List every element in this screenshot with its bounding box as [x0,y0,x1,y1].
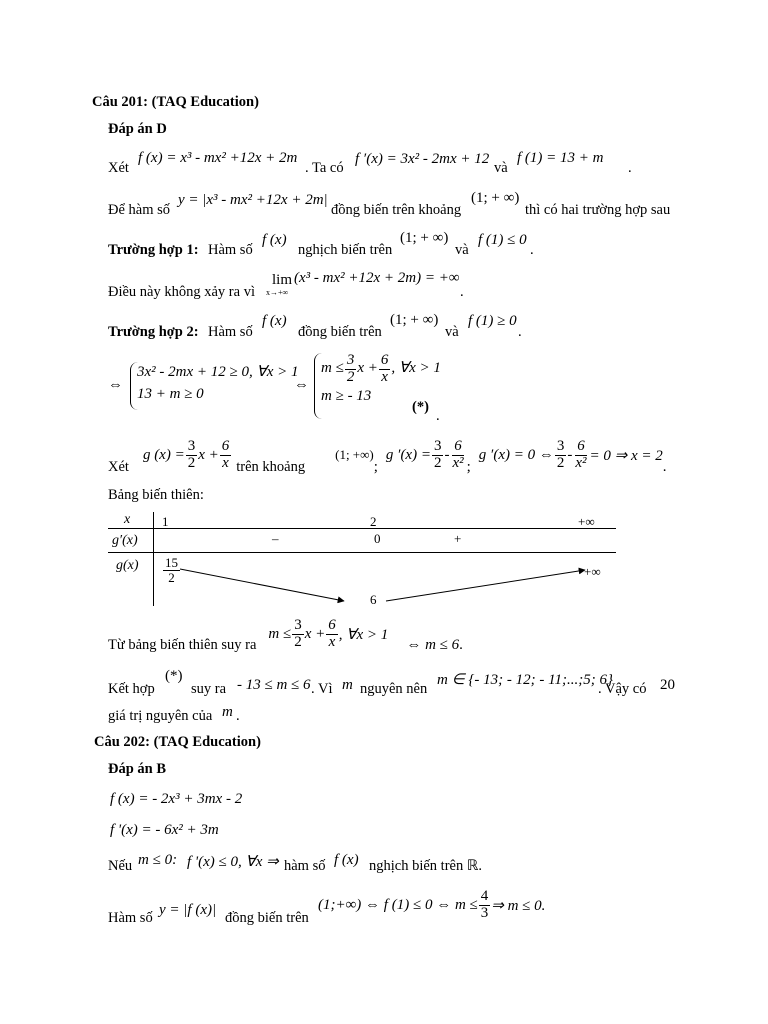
dot: . [459,637,463,653]
system-1-row-1: 3x² - 2mx + 12 ≥ 0, ∀x > 1 [137,364,299,380]
denominator: x [381,368,388,385]
star-label: (*) [412,399,429,415]
dot: . [460,284,464,300]
text-suy-ra: suy ra [191,681,227,697]
text-ham-so: Hàm số [108,910,153,926]
system-1-row-2: 13 + m ≥ 0 [137,385,204,402]
text-xet: Xét [108,160,129,176]
table-title: Bảng biến thiên: [108,487,204,503]
formula-fprime-202: f '(x) = - 6x² + 3m [110,822,219,838]
text-tren-khoang: trên khoảng [236,459,306,475]
iff-symbol-2: ⇔ [294,377,309,393]
interval-1-inf: (1; + ∞) [471,190,520,206]
question-202-title: Câu 202: (TAQ Education) [94,734,261,750]
minus: - [567,446,573,463]
denominator: x² [452,454,464,471]
text-de: Để hàm số [108,202,171,218]
g-def: g (x) = [142,446,185,463]
interval-1-inf: (1; +∞) [335,447,374,462]
star-label: (*) [165,668,183,684]
dot: . [436,408,440,424]
text-vi: . Vì [311,681,333,697]
text-va: và [445,324,459,340]
table-x-1: 1 [162,514,169,529]
denominator: x [222,454,229,471]
denominator: x² [575,454,587,471]
var-m: m [222,704,233,720]
text-hamso: Hàm số [208,242,253,258]
increasing-arrow [386,570,585,601]
formula-set: m ∈ {- 13; - 12; - 11;...;5; 6} [437,672,613,688]
formula-f1: f (1) = 13 + m [517,150,604,166]
fraction [292,618,304,651]
formula-m-le-0: m ≤ 0: [138,852,178,868]
text-va: và [455,242,469,258]
equation-result: = 0 ⇒ x = 2 [589,447,663,464]
minus: - [444,446,450,463]
text-dongbien: đồng biến trên khoảng [331,202,462,218]
denominator: 2 [168,569,175,585]
table-x-2: 2 [370,514,377,529]
numerator: 6 [221,437,230,454]
text-dieu-nay: Điều này không xảy ra vì [108,284,255,300]
dot: . [530,242,534,258]
x-plus: x + [304,625,326,642]
text-dong-bien: đồng biến trên [225,910,309,926]
numerator: 6 [577,437,585,454]
case-1-label: Trường hợp 1: [108,242,199,258]
numerator: 15 [165,555,178,570]
formula-fx: f (x) [262,232,287,248]
text-ham-so: hàm số [284,858,326,874]
text-nghich: nghịch biến trên [298,242,393,258]
condition-expr: (1;+∞) ⇔ f (1) ≤ 0 ⇔ m ≤ [318,896,478,913]
numerator: 4 [480,887,489,904]
conclusion-line [108,614,463,654]
denominator: 2 [294,633,302,650]
formula-condition [318,884,545,926]
text-tu-bang: Từ bảng biến thiên suy ra [108,637,257,653]
table-x-label: x [124,512,131,527]
text-taco: . Ta có [305,160,344,176]
text-hamso: Hàm số [208,324,253,340]
text-vay-co: . Vậy có [598,681,647,697]
numerator: 3 [346,352,355,368]
formula-y-abs-f: y = |f (x)| [159,902,217,918]
formula-fprime: f ′(x) = 3x² - 2mx + 12 [355,151,490,167]
denominator: 2 [346,368,355,385]
forall-x: , ∀x > 1 [391,360,441,377]
x-plus: x + [198,446,219,463]
table-gprime-label: g′(x) [112,533,138,548]
dot: . [628,160,632,176]
answer-202: Đáp án B [108,761,167,777]
m-le: m ≤ [268,625,292,642]
text-thico: thì có hai trường hợp sau [525,202,671,218]
text-ket-hop: Kết hợp [108,681,155,697]
text-neu: Nếu [108,858,133,874]
formula-fx: f (x) [334,852,359,868]
fraction-4-3 [479,889,491,922]
formula-f: f (x) = x³ - mx² +12x + 2m [138,150,298,166]
decreasing-arrow [180,569,344,601]
x-plus: x + [357,360,378,377]
var-m: m [342,677,353,693]
table-sign-positive: + [454,531,462,546]
table-g-end: +∞ [584,564,601,579]
table-g-min: 6 [370,592,377,607]
formula-limit: (x³ - mx² +12x + 2m) = +∞ [294,270,460,286]
denominator: x [328,633,336,650]
interval-1-inf: (1; + ∞) [390,312,439,328]
iff-m-le-6: ⇔ m ≤ 6 [406,637,460,653]
formula-f1-le0: f (1) ≤ 0 [478,232,527,248]
m-le: m ≤ [321,360,344,377]
gprime-def: g ′(x) = [385,446,431,463]
dot: . [236,708,240,724]
formula-y-abs: y = |x³ - mx² +12x + 2m| [178,192,328,208]
formula-fprime-le-0: f '(x) ≤ 0, ∀x ⇒ [187,854,279,870]
numerator: 3 [433,437,442,454]
table-g-label: g(x) [116,558,139,573]
lim-sub: x→+∞ [266,288,289,297]
formula-f-202: f (x) = - 2x³ + 3mx - 2 [110,791,243,807]
numerator: 3 [556,437,565,454]
forall-x: , ∀x > 1 [338,626,389,643]
numerator: 6 [380,352,389,368]
text-va: và [494,160,508,176]
table-x-inf: +∞ [578,514,595,529]
text-nguyen-nen: nguyên nên [360,681,428,697]
lim: lim [272,272,293,288]
table-zero: 0 [374,531,381,546]
count-value: 20 [660,677,675,693]
case-2-label: Trường hợp 2: [108,324,199,340]
dot: . [662,459,667,475]
numerator: 6 [454,437,462,454]
numerator: 3 [294,616,302,633]
text-nghich-bien: nghịch biến trên ℝ. [369,858,482,874]
formula-fx: f (x) [262,313,287,329]
answer-201: Đáp án D [108,121,167,137]
semicolon: ; [373,459,378,475]
formula-f1-ge0: f (1) ≥ 0 [468,313,517,329]
numerator: 3 [187,437,196,454]
table-sign-negative: – [272,531,279,546]
text-xet: Xét [108,459,129,475]
question-201-title: Câu 201: (TAQ Education) [92,94,259,110]
text-gia-tri: giá trị nguyên của [108,708,213,724]
system-2-row-2: m ≥ - 13 [321,387,372,404]
dot: . [518,324,522,340]
condition-tail: ⇒ m ≤ 0. [491,897,546,914]
interval-1-inf: (1; + ∞) [400,230,449,246]
fraction [326,618,338,651]
iff-symbol: ⇔ [108,377,123,393]
gprime-zero: g ′(x) = 0 ⇔ [478,446,554,463]
denominator: 3 [480,904,489,921]
formula-range: - 13 ≤ m ≤ 6 [237,677,311,693]
denominator: 2 [433,454,442,471]
text-dongbien: đồng biến trên [298,324,382,340]
denominator: 2 [187,454,196,471]
semicolon: ; [466,459,471,475]
numerator: 6 [328,616,336,633]
denominator: 2 [556,454,565,471]
